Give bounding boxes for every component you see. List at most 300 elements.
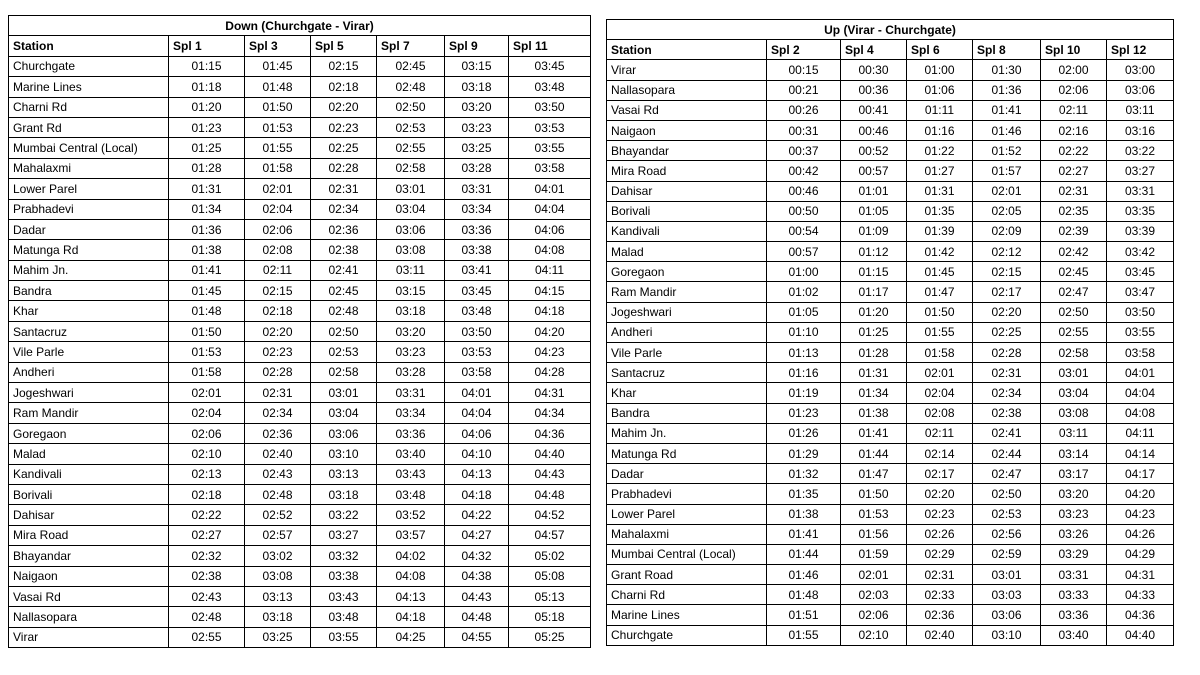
departure-time-cell: 04:18 [445,484,509,504]
departure-time-cell: 02:38 [311,240,377,260]
station-name-cell: Charni Rd [607,585,767,605]
departure-time-cell: 03:04 [377,199,445,219]
departure-time-cell: 05:13 [509,586,591,606]
departure-time-cell: 01:48 [767,585,841,605]
departure-time-cell: 04:28 [509,362,591,382]
table-row [9,464,591,484]
departure-time-cell: 01:13 [767,343,841,363]
departure-time-cell: 02:15 [973,262,1041,282]
departure-time-cell: 03:23 [1041,504,1107,524]
table-row [9,97,591,117]
departure-time-cell: 05:08 [509,566,591,586]
departure-time-cell: 03:42 [1107,242,1174,262]
departure-time-cell: 03:36 [445,219,509,239]
departure-time-cell: 01:59 [841,544,907,564]
departure-time-cell: 01:20 [169,97,245,117]
departure-time-cell: 02:28 [311,158,377,178]
departure-time-cell: 00:26 [767,100,841,120]
departure-time-cell: 01:57 [973,161,1041,181]
departure-time-cell: 02:40 [907,625,973,645]
table-row [9,403,591,423]
table-row [607,524,1174,544]
departure-time-cell: 01:38 [841,403,907,423]
departure-time-cell: 02:53 [311,342,377,362]
departure-time-cell: 03:01 [311,383,377,403]
departure-time-cell: 03:22 [1107,141,1174,161]
departure-time-cell: 02:08 [245,240,311,260]
station-name-cell: Kandivali [607,221,767,241]
departure-time-cell: 04:31 [1107,565,1174,585]
departure-time-cell: 02:31 [311,179,377,199]
departure-time-cell: 02:43 [245,464,311,484]
departure-time-cell: 03:06 [377,219,445,239]
station-name-cell: Mumbai Central (Local) [607,544,767,564]
departure-time-cell: 03:00 [1107,60,1174,80]
departure-time-cell: 01:32 [767,464,841,484]
departure-time-cell: 02:58 [377,158,445,178]
departure-time-cell: 02:05 [973,201,1041,221]
departure-time-cell: 03:27 [311,525,377,545]
departure-time-cell: 01:31 [169,179,245,199]
departure-time-cell: 02:50 [377,97,445,117]
departure-time-cell: 03:41 [445,260,509,280]
departure-time-cell: 02:09 [973,221,1041,241]
departure-time-cell: 03:58 [509,158,591,178]
departure-time-cell: 01:56 [841,524,907,544]
table-row [9,301,591,321]
table-row [607,504,1174,524]
departure-time-cell: 04:06 [509,219,591,239]
departure-time-cell: 05:02 [509,546,591,566]
departure-time-cell: 03:36 [377,423,445,443]
departure-time-cell: 01:55 [767,625,841,645]
departure-time-cell: 02:31 [245,383,311,403]
departure-time-cell: 00:37 [767,141,841,161]
up-table-body [607,60,1174,645]
departure-time-cell: 04:40 [1107,625,1174,645]
departure-time-cell: 04:40 [509,444,591,464]
departure-time-cell: 02:41 [973,423,1041,443]
departure-time-cell: 04:48 [445,607,509,627]
table-row [607,363,1174,383]
column-header: Spl 7 [377,36,445,56]
departure-time-cell: 01:45 [907,262,973,282]
departure-time-cell: 01:17 [841,282,907,302]
down-title-row [9,16,591,36]
departure-time-cell: 03:22 [311,505,377,525]
departure-time-cell: 01:25 [169,138,245,158]
departure-time-cell: 01:46 [973,120,1041,140]
departure-time-cell: 02:36 [311,219,377,239]
column-header: Spl 5 [311,36,377,56]
departure-time-cell: 03:08 [377,240,445,260]
departure-time-cell: 04:04 [1107,383,1174,403]
departure-time-cell: 01:55 [245,138,311,158]
departure-time-cell: 02:32 [169,546,245,566]
departure-time-cell: 01:26 [767,423,841,443]
table-row [9,566,591,586]
departure-time-cell: 01:10 [767,322,841,342]
departure-time-cell: 01:34 [169,199,245,219]
table-row [607,181,1174,201]
departure-time-cell: 03:13 [245,586,311,606]
departure-time-cell: 04:04 [445,403,509,423]
departure-time-cell: 02:52 [245,505,311,525]
departure-time-cell: 02:53 [973,504,1041,524]
station-name-cell: Lower Parel [607,504,767,524]
departure-time-cell: 03:50 [445,321,509,341]
departure-time-cell: 02:04 [169,403,245,423]
column-header: Spl 10 [1041,40,1107,60]
departure-time-cell: 02:55 [1041,322,1107,342]
departure-time-cell: 02:06 [169,423,245,443]
table-row [607,403,1174,423]
departure-time-cell: 04:36 [509,423,591,443]
departure-time-cell: 03:45 [509,56,591,76]
table-row [9,179,591,199]
departure-time-cell: 02:16 [1041,120,1107,140]
station-name-cell: Virar [9,627,169,647]
departure-time-cell: 03:13 [311,464,377,484]
departure-time-cell: 02:48 [169,607,245,627]
table-row [9,546,591,566]
departure-time-cell: 02:18 [245,301,311,321]
station-name-cell: Goregaon [9,423,169,443]
departure-time-cell: 04:18 [377,607,445,627]
departure-time-cell: 03:34 [445,199,509,219]
departure-time-cell: 01:50 [907,302,973,322]
departure-time-cell: 03:55 [311,627,377,647]
station-name-cell: Borivali [607,201,767,221]
departure-time-cell: 00:31 [767,120,841,140]
departure-time-cell: 03:58 [1107,343,1174,363]
departure-time-cell: 01:36 [169,219,245,239]
departure-time-cell: 02:04 [245,199,311,219]
up-header-row [607,40,1174,60]
departure-time-cell: 04:23 [1107,504,1174,524]
station-name-cell: Mahalaxmi [607,524,767,544]
departure-time-cell: 01:42 [907,242,973,262]
departure-time-cell: 03:48 [377,484,445,504]
departure-time-cell: 01:44 [841,443,907,463]
table-row [9,281,591,301]
column-header: Station [607,40,767,60]
departure-time-cell: 04:23 [509,342,591,362]
departure-time-cell: 01:47 [841,464,907,484]
departure-time-cell: 04:29 [1107,544,1174,564]
departure-time-cell: 02:58 [1041,343,1107,363]
departure-time-cell: 01:53 [245,117,311,137]
station-name-cell: Dadar [607,464,767,484]
departure-time-cell: 02:25 [973,322,1041,342]
station-name-cell: Andheri [9,362,169,382]
departure-time-cell: 04:13 [445,464,509,484]
station-name-cell: Borivali [9,484,169,504]
departure-time-cell: 02:34 [311,199,377,219]
station-name-cell: Naigaon [607,120,767,140]
departure-time-cell: 01:00 [907,60,973,80]
departure-time-cell: 02:04 [907,383,973,403]
column-header: Spl 9 [445,36,509,56]
departure-time-cell: 03:04 [311,403,377,423]
station-name-cell: Ram Mandir [9,403,169,423]
departure-time-cell: 04:43 [509,464,591,484]
departure-time-cell: 01:50 [245,97,311,117]
departure-time-cell: 00:41 [841,100,907,120]
departure-time-cell: 02:01 [169,383,245,403]
departure-time-cell: 02:33 [907,585,973,605]
departure-time-cell: 03:40 [377,444,445,464]
departure-time-cell: 04:52 [509,505,591,525]
departure-time-cell: 03:02 [245,546,311,566]
departure-time-cell: 03:48 [509,77,591,97]
departure-time-cell: 03:20 [377,321,445,341]
departure-time-cell: 02:23 [245,342,311,362]
table-row [607,464,1174,484]
table-row [607,201,1174,221]
departure-time-cell: 02:20 [245,321,311,341]
table-row [9,138,591,158]
departure-time-cell: 03:31 [377,383,445,403]
departure-time-cell: 03:11 [1041,423,1107,443]
departure-time-cell: 02:31 [973,363,1041,383]
departure-time-cell: 03:08 [245,566,311,586]
departure-time-cell: 03:01 [1041,363,1107,383]
departure-time-cell: 03:25 [445,138,509,158]
departure-time-cell: 02:11 [245,260,311,280]
table-row [607,302,1174,322]
station-name-cell: Bhayandar [607,141,767,161]
station-name-cell: Marine Lines [9,77,169,97]
departure-time-cell: 04:11 [509,260,591,280]
departure-time-cell: 03:16 [1107,120,1174,140]
table-row [607,585,1174,605]
table-row [607,221,1174,241]
departure-time-cell: 04:01 [445,383,509,403]
station-name-cell: Mahim Jn. [9,260,169,280]
departure-time-cell: 02:58 [311,362,377,382]
departure-time-cell: 03:28 [377,362,445,382]
departure-time-cell: 03:39 [1107,221,1174,241]
up-title: Up (Virar - Churchgate) [607,20,1174,40]
departure-time-cell: 03:25 [245,627,311,647]
departure-time-cell: 04:36 [1107,605,1174,625]
station-name-cell: Virar [607,60,767,80]
departure-time-cell: 03:29 [1041,544,1107,564]
departure-time-cell: 02:38 [169,566,245,586]
table-row [9,240,591,260]
departure-time-cell: 02:22 [169,505,245,525]
departure-time-cell: 01:51 [767,605,841,625]
table-row [607,262,1174,282]
departure-time-cell: 00:42 [767,161,841,181]
table-row [607,161,1174,181]
departure-time-cell: 02:29 [907,544,973,564]
departure-time-cell: 03:52 [377,505,445,525]
table-row [607,141,1174,161]
departure-time-cell: 01:41 [767,524,841,544]
departure-time-cell: 03:11 [1107,100,1174,120]
departure-time-cell: 02:43 [169,586,245,606]
departure-time-cell: 02:28 [973,343,1041,363]
departure-time-cell: 04:01 [509,179,591,199]
departure-time-cell: 02:48 [377,77,445,97]
table-row [607,322,1174,342]
departure-time-cell: 02:36 [907,605,973,625]
departure-time-cell: 01:35 [907,201,973,221]
station-name-cell: Jogeshwari [9,383,169,403]
table-row [9,219,591,239]
departure-time-cell: 03:15 [377,281,445,301]
departure-time-cell: 02:06 [1041,80,1107,100]
departure-time-cell: 04:43 [445,586,509,606]
column-header: Spl 8 [973,40,1041,60]
departure-time-cell: 02:10 [841,625,907,645]
departure-time-cell: 02:35 [1041,201,1107,221]
column-header: Spl 11 [509,36,591,56]
departure-time-cell: 02:20 [311,97,377,117]
departure-time-cell: 02:27 [1041,161,1107,181]
departure-time-cell: 03:27 [1107,161,1174,181]
departure-time-cell: 04:34 [509,403,591,423]
departure-time-cell: 04:32 [445,546,509,566]
departure-time-cell: 04:08 [1107,403,1174,423]
departure-time-cell: 03:50 [509,97,591,117]
departure-time-cell: 01:50 [841,484,907,504]
station-name-cell: Matunga Rd [9,240,169,260]
departure-time-cell: 03:31 [445,179,509,199]
station-name-cell: Churchgate [607,625,767,645]
station-name-cell: Marine Lines [607,605,767,625]
departure-time-cell: 02:10 [169,444,245,464]
departure-time-cell: 03:08 [1041,403,1107,423]
station-name-cell: Grant Rd [9,117,169,137]
departure-time-cell: 01:53 [169,342,245,362]
table-row [607,80,1174,100]
departure-time-cell: 04:38 [445,566,509,586]
table-row [9,77,591,97]
departure-time-cell: 02:34 [245,403,311,423]
table-row [607,100,1174,120]
station-name-cell: Santacruz [607,363,767,383]
departure-time-cell: 02:03 [841,585,907,605]
departure-time-cell: 03:53 [509,117,591,137]
departure-time-cell: 04:20 [1107,484,1174,504]
column-header: Station [9,36,169,56]
departure-time-cell: 00:50 [767,201,841,221]
departure-time-cell: 01:39 [907,221,973,241]
departure-time-cell: 01:41 [973,100,1041,120]
departure-time-cell: 04:08 [377,566,445,586]
departure-time-cell: 02:06 [245,219,311,239]
departure-time-cell: 01:58 [169,362,245,382]
departure-time-cell: 01:28 [841,343,907,363]
departure-time-cell: 02:47 [973,464,1041,484]
departure-time-cell: 02:56 [973,524,1041,544]
departure-time-cell: 03:20 [1041,484,1107,504]
departure-time-cell: 03:57 [377,525,445,545]
departure-time-cell: 03:18 [311,484,377,504]
departure-time-cell: 04:18 [509,301,591,321]
down-table-body [9,56,591,647]
departure-time-cell: 01:45 [169,281,245,301]
table-row [9,362,591,382]
departure-time-cell: 04:01 [1107,363,1174,383]
departure-time-cell: 04:27 [445,525,509,545]
departure-time-cell: 01:41 [841,423,907,443]
departure-time-cell: 00:15 [767,60,841,80]
departure-time-cell: 02:50 [973,484,1041,504]
station-name-cell: Vile Parle [607,343,767,363]
departure-time-cell: 02:18 [311,77,377,97]
table-row [607,605,1174,625]
column-header: Spl 1 [169,36,245,56]
departure-time-cell: 01:45 [245,56,311,76]
departure-time-cell: 04:57 [509,525,591,545]
departure-time-cell: 02:31 [907,565,973,585]
departure-time-cell: 02:06 [841,605,907,625]
station-name-cell: Prabhadevi [9,199,169,219]
station-name-cell: Santacruz [9,321,169,341]
table-row [9,505,591,525]
departure-time-cell: 01:34 [841,383,907,403]
departure-time-cell: 02:34 [973,383,1041,403]
table-row [607,282,1174,302]
departure-time-cell: 03:18 [377,301,445,321]
table-row [9,484,591,504]
station-name-cell: Bandra [9,281,169,301]
departure-time-cell: 03:55 [509,138,591,158]
departure-time-cell: 03:35 [1107,201,1174,221]
table-row [9,117,591,137]
departure-time-cell: 03:18 [245,607,311,627]
departure-time-cell: 00:54 [767,221,841,241]
departure-time-cell: 01:12 [841,242,907,262]
table-row [9,342,591,362]
departure-time-cell: 02:50 [1041,302,1107,322]
departure-time-cell: 02:01 [245,179,311,199]
departure-time-cell: 02:47 [1041,282,1107,302]
departure-time-cell: 02:23 [907,504,973,524]
departure-time-cell: 02:57 [245,525,311,545]
column-header: Spl 6 [907,40,973,60]
departure-time-cell: 04:10 [445,444,509,464]
departure-time-cell: 00:46 [841,120,907,140]
departure-time-cell: 03:32 [311,546,377,566]
departure-time-cell: 03:23 [377,342,445,362]
departure-time-cell: 04:17 [1107,464,1174,484]
departure-time-cell: 03:38 [311,566,377,586]
station-name-cell: Malad [9,444,169,464]
departure-time-cell: 02:45 [311,281,377,301]
departure-time-cell: 03:06 [311,423,377,443]
station-name-cell: Dadar [9,219,169,239]
departure-time-cell: 02:42 [1041,242,1107,262]
departure-time-cell: 03:48 [445,301,509,321]
station-name-cell: Lower Parel [9,179,169,199]
departure-time-cell: 01:48 [169,301,245,321]
departure-time-cell: 02:17 [973,282,1041,302]
departure-time-cell: 01:18 [169,77,245,97]
departure-time-cell: 01:05 [841,201,907,221]
departure-time-cell: 02:44 [973,443,1041,463]
departure-time-cell: 02:48 [311,301,377,321]
table-row [9,260,591,280]
departure-time-cell: 03:17 [1041,464,1107,484]
station-name-cell: Khar [9,301,169,321]
departure-time-cell: 02:20 [907,484,973,504]
departure-time-cell: 02:25 [311,138,377,158]
